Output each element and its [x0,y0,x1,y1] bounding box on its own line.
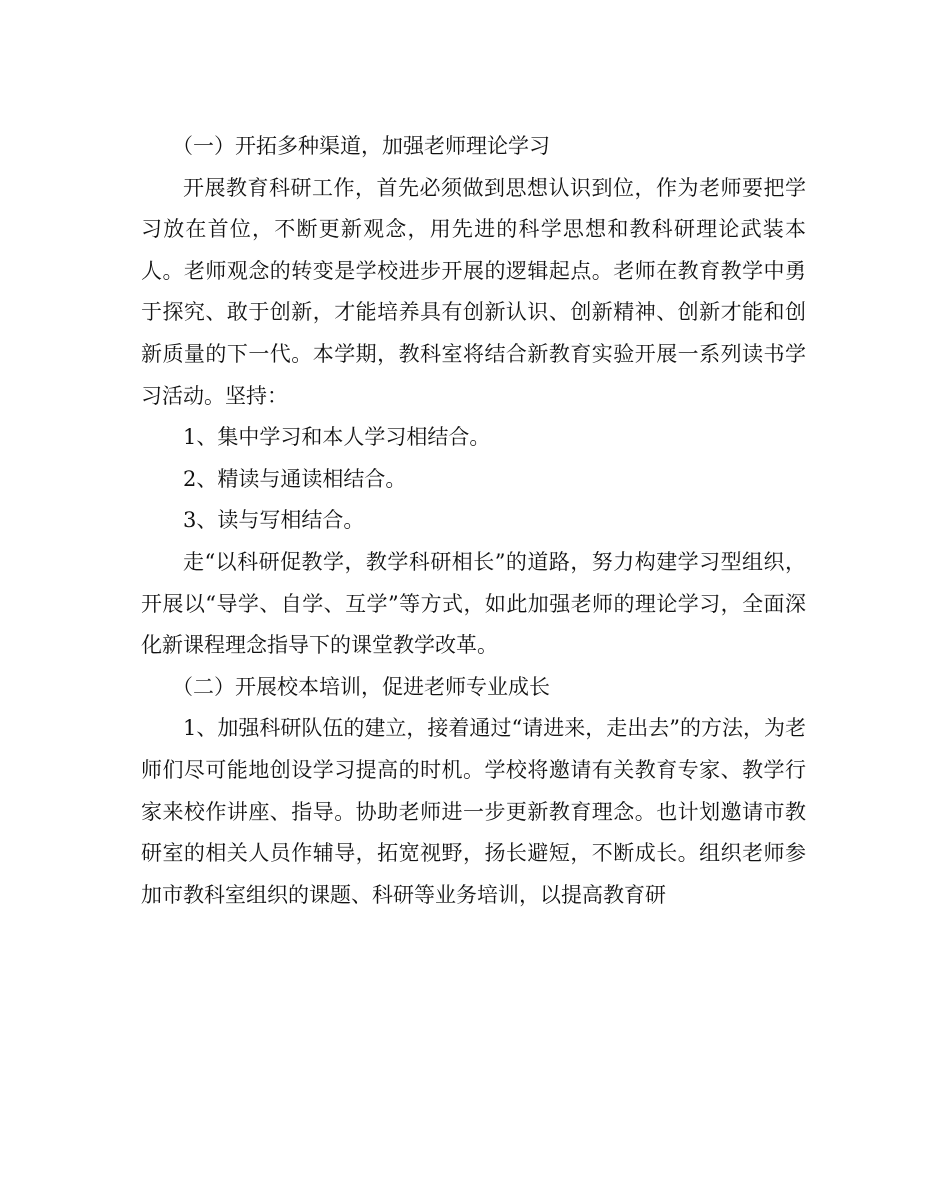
section-1-heading: （一）开拓多种渠道，加强老师理论学习 [172,134,550,158]
section-2-paragraph-1: 1、加强科研队伍的建立，接着通过“请进来，走出去”的方法，为老师们尽可能地创设学习提高的时机。学校将邀请有关教育专家、教学行家来校作讲座、指导。协助老师进一步更新教育理念。也计划邀请市教研室的相关人员作辅导，拓宽视野，扬长避短，不断成长。组织老师参加市教科室组织的课题、科研等业务培训，以提高教育研 [141,716,806,907]
list-item: 3、读与写相结合。 [183,508,365,533]
section-1-paragraph-2: 走“以科研促教学，教学科研相长”的道路，努力构建学习型组织，开展以“导学、自学、互学”等方式，如此加强老师的理论学习，全面深化新课程理念指导下的课堂教学改革。 [141,549,806,658]
list-item: 1、集中学习和本人学习相结合。 [183,425,491,450]
document-body [141,126,806,916]
list-item: 2、精读与通读相结合。 [183,466,407,491]
section-2-heading: （二）开展校本培训，促进老师专业成长 [172,674,550,699]
section-1-paragraph-1: 开展教育科研工作，首先必须做到思想认识到位，作为老师要把学习放在首位，不断更新观念，用先进的科学思想和教科研理论武装本人。老师观念的转变是学校进步开展的逻辑起点。老师在教育教学中勇于探究、敢于创新，才能培养具有创新认识、创新精神、创新才能和创新质量的下一代。本学期，教科室将结合新教育实验开展一系列读书学习活动。坚持： [141,175,806,408]
